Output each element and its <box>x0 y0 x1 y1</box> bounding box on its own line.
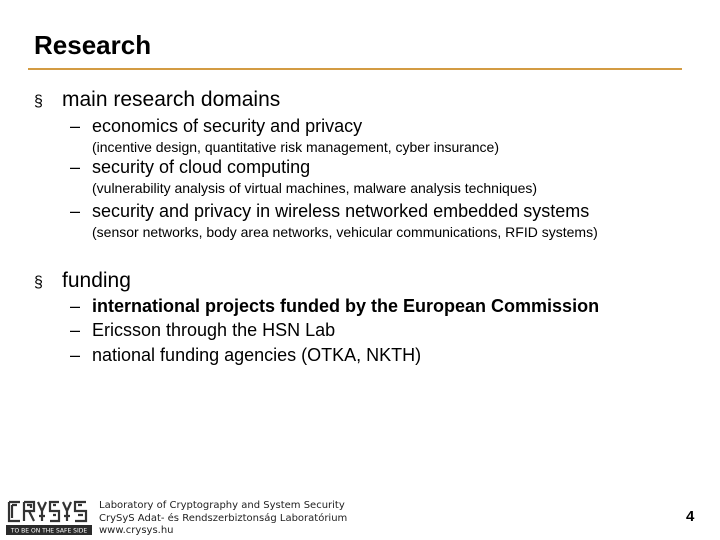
bullet-research-domains-label: main research domains <box>62 88 281 111</box>
sub-bullet-ericsson-label: Ericsson through the HSN Lab <box>92 320 336 340</box>
sub-bullet-marker: – <box>70 201 81 221</box>
sub-bullet-economics-label: economics of security and privacy <box>92 116 363 136</box>
sub-bullet-marker: – <box>70 320 81 340</box>
sub-bullet-marker: – <box>70 296 81 316</box>
sub-bullet-ericsson <box>70 320 335 341</box>
footer-lab-name-en: Laboratory of Cryptography and System Security <box>99 500 345 511</box>
bullet-research-domains <box>34 88 280 112</box>
sub-bullet-marker: – <box>70 345 81 365</box>
footer-lab-name-hu: CrySyS Adat- és Rendszerbiztonság Laboratórium <box>99 512 348 524</box>
bullet-marker: § <box>34 93 43 110</box>
sub-bullet-economics <box>70 116 362 137</box>
sub-bullet-marker: – <box>70 116 81 136</box>
slide-title: Research <box>34 30 152 60</box>
sub-bullet-eu-projects <box>70 296 599 317</box>
sub-bullet-eu-projects-label: international projects funded by the European Commission <box>92 296 600 316</box>
sub-bullet-cloud-note: (vulnerability analysis of virtual machines, malware analysis techniques) <box>92 180 538 196</box>
sub-bullet-cloud-label: security of cloud computing <box>92 157 311 177</box>
sub-bullet-marker: – <box>70 157 81 177</box>
page-number: 4 <box>686 508 695 525</box>
bullet-funding <box>34 269 131 293</box>
sub-bullet-wireless-note: (sensor networks, body area networks, vehicular communications, RFID systems) <box>92 224 598 240</box>
logo-tagline: TO BE ON THE SAFE SIDE <box>10 527 88 535</box>
bullet-funding-label: funding <box>62 269 131 292</box>
sub-bullet-national-agencies-label: national funding agencies (OTKA, NKTH) <box>92 345 422 365</box>
crysys-logo <box>6 499 92 535</box>
sub-bullet-wireless-label: security and privacy in wireless networked embedded systems <box>92 201 590 221</box>
sub-bullet-cloud <box>70 157 310 178</box>
sub-bullet-economics-note: (incentive design, quantitative risk management, cyber insurance) <box>92 139 499 155</box>
sub-bullet-wireless <box>70 201 589 222</box>
bullet-marker: § <box>34 274 43 291</box>
title-divider <box>28 68 682 70</box>
footer-website-link[interactable]: www.crysys.hu <box>99 525 174 536</box>
sub-bullet-national-agencies <box>70 345 421 366</box>
footer-lab-info <box>99 500 347 538</box>
